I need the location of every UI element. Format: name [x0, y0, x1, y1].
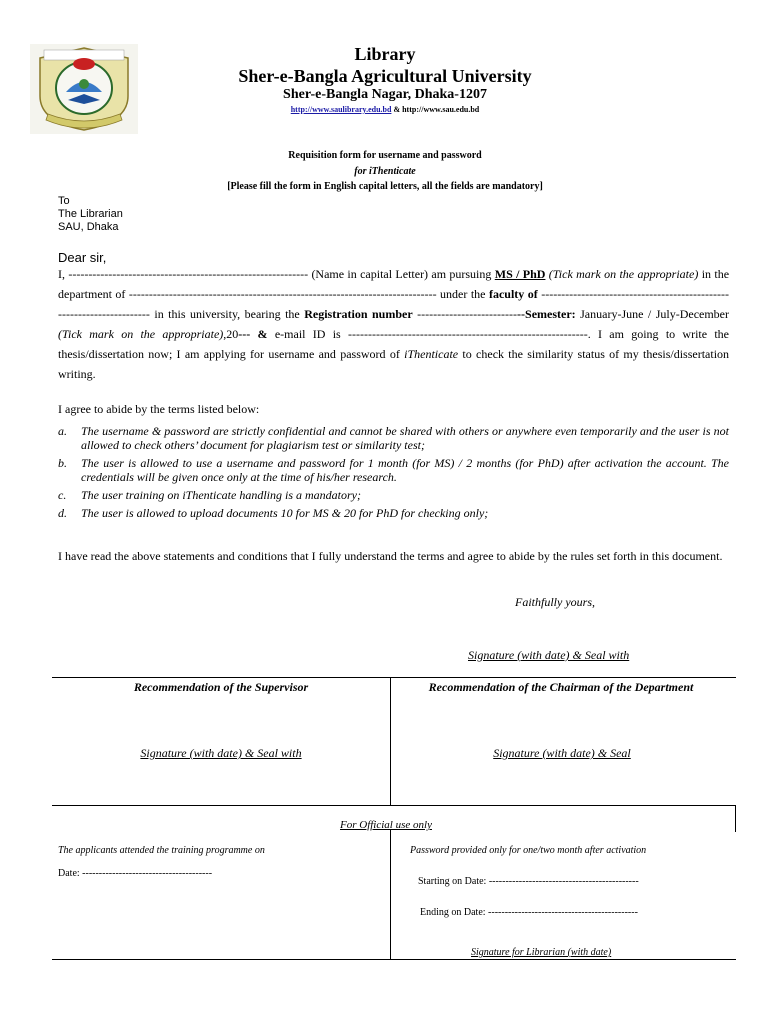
term-text: The user training on iThenticate handling is a mandatory;	[81, 488, 361, 502]
body-name-line: I, ------------------------------------------------------------ (Name in capital Letter) am pursuing	[58, 267, 492, 281]
body-department-line: in the department of ----------------------------------------------------------------------------- under the	[58, 267, 730, 301]
agree-statement: I agree to abide by the terms listed below:	[58, 402, 260, 416]
form-instruction: [Please fill the form in English capital letters, all the fields are mandatory]	[227, 181, 543, 192]
official-use-title: For Official use only	[340, 819, 432, 831]
ithenticate-name: iThenticate	[404, 347, 459, 361]
declaration: I have read the above statements and conditions that I fully understand the terms and agree to abide by the rules set forth in this document.	[58, 549, 723, 563]
form-subtitle: for iThenticate	[354, 166, 416, 177]
semester-options: January-June / July-December	[580, 307, 730, 321]
term-label: c.	[58, 488, 67, 502]
term-label: b.	[58, 456, 67, 470]
header-links	[0, 105, 770, 114]
university-website-link[interactable]: http://www.sau.edu.bd	[402, 105, 480, 114]
starting-date: Starting on Date: ---------------------------------------------	[418, 876, 639, 887]
faculty-label: faculty of	[488, 287, 538, 301]
supervisor-signature: Signature (with date) & Seal with	[140, 746, 302, 760]
table-bottom-rule	[52, 959, 736, 960]
training-date: Date: ---------------------------------------	[58, 868, 213, 879]
terms-list	[58, 424, 729, 524]
semester-label: --Semester:	[517, 307, 576, 321]
salutation: Dear sir,	[58, 250, 107, 265]
body-email-line: e-mail ID is ------------------------------------------------------------. I am going to write the thesis/dissertation now; I am applying for username and password of	[58, 327, 730, 361]
closing: Faithfully yours,	[515, 595, 595, 609]
official-center-rule	[390, 829, 391, 959]
link-separator: &	[393, 105, 401, 114]
term-text: The user is allowed to use a username and password for 1 month (for MS) / 2 months (for PhD) after activation the account. The credentials will be given once only at the time of his/her research.	[81, 456, 729, 484]
library-website-link[interactable]: http://www.saulibrary.edu.bd	[290, 105, 392, 114]
body-paragraph	[58, 264, 729, 384]
tick-note-2: (Tick mark on the appropriate)	[58, 327, 224, 341]
recipient-name: The Librarian	[58, 208, 123, 220]
chairman-title: Recommendation of the Chairman of the Department	[428, 680, 694, 694]
term-item	[58, 488, 729, 502]
form-title: Requisition form for username and password	[288, 150, 482, 161]
term-item	[58, 456, 729, 484]
term-text: The user is allowed to upload documents 10 for MS & 20 for PhD for checking only;	[81, 506, 489, 520]
librarian-signature: Signature for Librarian (with date)	[471, 947, 612, 958]
recipient-block	[58, 195, 123, 234]
password-statement: Password provided only for one/two month after activation	[410, 845, 647, 856]
table-top-rule	[52, 677, 736, 678]
applicant-signature: Signature (with date) & Seal with	[468, 648, 630, 662]
table-right-rule	[735, 805, 736, 832]
ending-date: Ending on Date: ---------------------------------------------	[420, 907, 638, 918]
year-blank: --- &	[238, 327, 268, 341]
table-center-rule	[390, 677, 391, 805]
recipient-to: To	[58, 195, 70, 207]
year-prefix: ,20	[223, 327, 239, 341]
term-item	[58, 424, 729, 452]
training-statement: The applicants attended the training programme on	[58, 845, 265, 856]
recipient-org: SAU, Dhaka	[58, 221, 119, 233]
term-label: d.	[58, 506, 67, 520]
registration-label: Registration number	[304, 307, 413, 321]
chairman-signature: Signature (with date) & Seal	[493, 746, 631, 760]
library-heading: Library	[354, 44, 416, 64]
term-item	[58, 506, 729, 520]
university-name: Sher-e-Bangla Agricultural University	[238, 66, 532, 86]
tick-note-1: (Tick mark on the appropriate)	[548, 267, 699, 281]
term-text: The username & password are strictly confidential and cannot be shared with others or anywhere even temporarily and the user is not allowed to check others’ document for plagiarism test or similarity test;	[81, 424, 729, 452]
body-faculty-line: ---------------------------------------------------------------------- in this university, bearing the	[58, 287, 730, 321]
body-purpose: to check the similarity status of my thesis/dissertation writing.	[58, 347, 730, 381]
university-address: Sher-e-Bangla Nagar, Dhaka-1207	[283, 87, 487, 102]
table-middle-rule	[52, 805, 736, 806]
program-choice: MS / PhD	[494, 267, 546, 281]
registration-blank: -------------------------	[417, 307, 518, 321]
term-label: a.	[58, 424, 67, 438]
supervisor-title: Recommendation of the Supervisor	[133, 680, 309, 694]
